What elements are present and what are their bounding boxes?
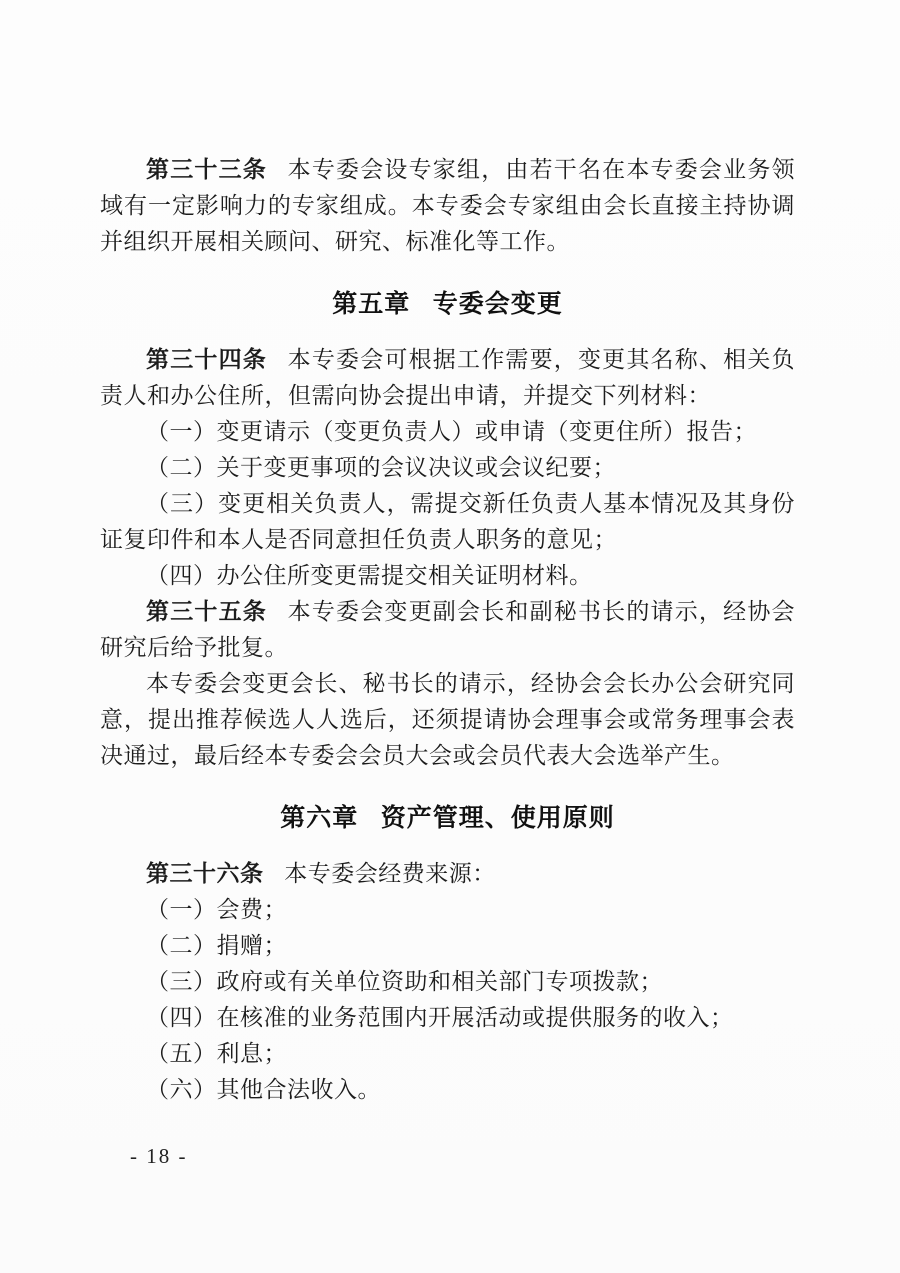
page-number: - 18 - <box>130 1144 188 1168</box>
article-36-item-5: （五）利息； <box>146 1041 287 1066</box>
article-35-text: 本专委会变更副会长和副秘书长的请示，经协会研究后给予批复。 <box>100 599 796 660</box>
article-33-number: 第三十三条 <box>146 157 267 182</box>
document-body <box>100 152 795 1174</box>
article-34-number: 第三十四条 <box>146 347 267 372</box>
article-36-item-4: （四）在核准的业务范围内开展活动或提供服务的收入； <box>146 1005 734 1030</box>
article-36-item-1: （一）会费； <box>146 897 287 922</box>
article-36-item-6: （六）其他合法收入。 <box>146 1077 381 1102</box>
article-33-paragraph <box>100 152 795 260</box>
article-35-paragraph <box>100 594 795 666</box>
article-36-text: 本专委会经费来源： <box>284 861 496 886</box>
article-34-item-1: （一）变更请示（变更负责人）或申请（变更住所）报告； <box>146 419 757 444</box>
article-36-item-2: （二）捐赠； <box>146 933 287 958</box>
chapter-5-number: 第五章 <box>332 290 411 318</box>
article-35-number: 第三十五条 <box>146 599 267 624</box>
article-33-text: 本专委会设专家组，由若干名在本专委会业务领域有一定影响力的专家组成。本专委会专家组由会长直接主持协调并组织开展相关顾问、研究、标准化等工作。 <box>100 157 796 254</box>
article-36-item-3: （三）政府或有关单位资助和相关部门专项拨款； <box>146 969 663 994</box>
chapter-5-heading <box>100 286 795 322</box>
article-34-item-2: （二）关于变更事项的会议决议或会议纪要； <box>146 455 616 480</box>
article-34-item-4: （四）办公住所变更需提交相关证明材料。 <box>146 563 593 588</box>
chapter-5-title: 专委会变更 <box>432 290 563 318</box>
article-34-text: 本专委会可根据工作需要，变更其名称、相关负责人和办公住所，但需向协会提出申请，并提交下列材料： <box>100 347 796 408</box>
article-35-paragraph-2: 本专委会变更会长、秘书长的请示，经协会会长办公会研究同意，提出推荐候选人人选后，还须提请协会理事会或常务理事会表决通过，最后经本专委会会员大会或会员代表大会选举产生。 <box>100 671 795 768</box>
article-34-item-3: （三）变更相关负责人，需提交新任负责人基本情况及其身份证复印件和本人是否同意担任负责人职务的意见； <box>100 491 795 552</box>
chapter-6-heading <box>100 800 795 836</box>
chapter-6-title: 资产管理、使用原则 <box>380 804 615 832</box>
chapter-6-number: 第六章 <box>280 804 359 832</box>
article-36-paragraph <box>100 856 795 892</box>
article-36-number: 第三十六条 <box>146 861 264 886</box>
article-34-paragraph <box>100 342 795 414</box>
